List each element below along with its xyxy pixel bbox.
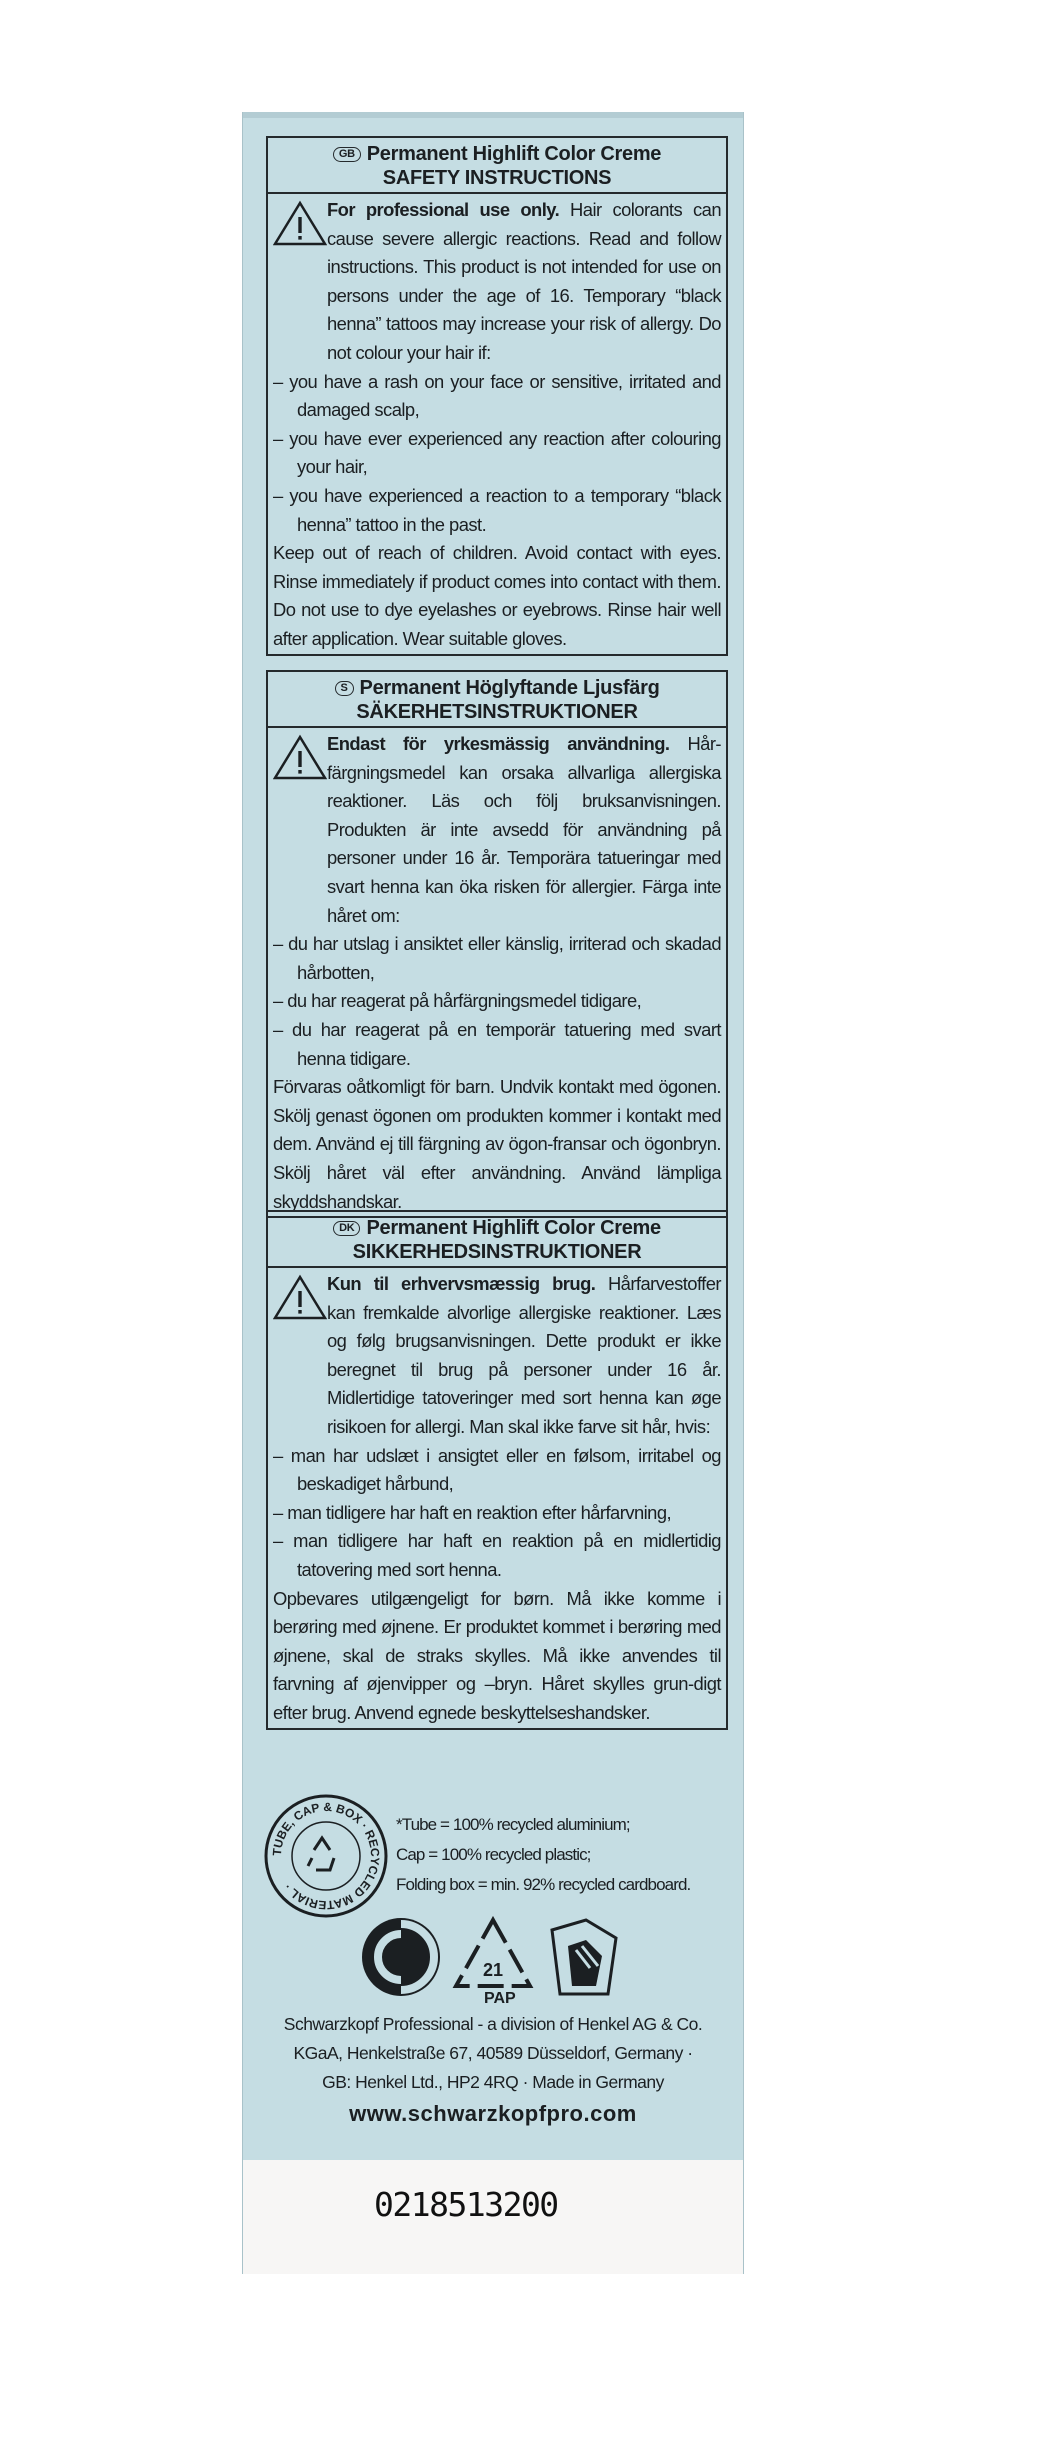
- recycled-material-info: [396, 1810, 690, 1900]
- batch-code: 0218513200: [374, 2185, 558, 2224]
- panel-s-body: [268, 728, 726, 1216]
- eco-line: *Tube = 100% recycled aluminium;: [396, 1815, 630, 1834]
- s-warning-bold: Endast för yrkesmässig användning.: [327, 733, 670, 754]
- s-bullet: – du har reagerat på hårfärgningsmedel tidigare,: [273, 990, 642, 1012]
- website-url: www.schwarzkopfpro.com: [349, 2101, 637, 2126]
- manufacturer-info: [243, 2010, 743, 2128]
- panel-s: [266, 670, 728, 1218]
- dk-bullet: – man tidligere har haft en reaktion efter hårfarvning,: [273, 1501, 672, 1523]
- recycled-material-seal-icon: [262, 1792, 390, 1920]
- dk-warning-bold: Kun til erhvervsmæssig brug.: [327, 1273, 596, 1294]
- language-badge-dk: DK: [333, 1221, 360, 1236]
- panel-dk-title: Permanent Highlift Color Creme: [366, 1217, 661, 1239]
- eco-line: Cap = 100% recycled plastic;: [396, 1845, 591, 1864]
- s-bullet: – du har utslag i ansiktet eller känslig, irriterad och skadad hårbotten,: [273, 933, 721, 983]
- language-badge-s: S: [335, 681, 354, 696]
- panel-s-title: Permanent Höglyftande Ljusfärg: [359, 677, 660, 699]
- warning-triangle-icon: [273, 734, 327, 780]
- recycle-number: 21: [482, 1960, 504, 1980]
- footer-line: KGaA, Henkelstraße 67, 40589 Düsseldorf, Germany ·: [293, 2043, 693, 2063]
- s-bullet: – du har reagerat på en temporär tatuering med svart henna tidigare.: [273, 1018, 721, 1069]
- gb-bullet: – you have a rash on your face or sensitive, irritated and damaged scalp,: [273, 370, 721, 421]
- box-top-edge: [243, 112, 743, 118]
- dk-intro: Hårfarvestoffer kan fremkalde alvorlige allergiske reaktioner. Læs og følg brugsanvisningen. Dette produkt er ikke beregnet til brug på personer under 16 år. Midlertidige tatoveringer med sort henna kan øge risikoen for allergi. Man skal ikke farve sit hår, hvis:: [327, 1273, 721, 1437]
- footer-line: GB: Henkel Ltd., HP2 4RQ · Made in Germany: [322, 2072, 664, 2092]
- trash-bin-icon: [546, 1916, 622, 2000]
- s-intro: Hår-färgningsmedel kan orsaka allvarliga allergiska reaktioner. Läs och följ bruksanvisningen. Produkten är inte avsedd för användning på personer under 16 år. Temporära tatueringar med svart henna kan öka risken för allergier. Färga inte håret om:: [327, 733, 721, 926]
- panel-gb-subtitle: SAFETY INSTRUCTIONS: [382, 167, 612, 189]
- dk-outro: Opbevares utilgængeligt for børn. Må ikke komme i berøring med øjnene. Er produktet kommet i berøring med øjnene, skal de straks skylles. Må ikke anvendes til farvning af øjenvipper og –bryn. Håret skylles grun-digt efter brug. Anvend egnede beskyttelseshandsker.: [273, 1587, 721, 1723]
- gb-warning-bold: For professional use only.: [327, 199, 560, 220]
- gb-outro: Keep out of reach of children. Avoid contact with eyes. Rinse immediately if product comes into contact with them. Do not use to dye eyelashes or eyebrows. Rinse hair well after application. Wear suitable gloves.: [273, 542, 721, 649]
- panel-gb-header: [268, 138, 726, 194]
- svg-text:TUBE, CAP & BOX · RECYCLED MAT: [270, 1800, 382, 1912]
- language-badge-gb: GB: [333, 147, 361, 162]
- warning-triangle-icon: [273, 1274, 327, 1320]
- panel-s-subtitle: SÄKERHETSINSTRUKTIONER: [356, 701, 638, 723]
- panel-dk: [266, 1210, 728, 1730]
- panel-s-header: [268, 672, 726, 728]
- recycle-code: PAP: [484, 1990, 516, 2007]
- s-outro: Förvaras oåtkomligt för barn. Undvik kontakt med ögonen. Skölj genast ögonen om produkten kommer i kontakt med dem. Använd ej till färgning av ögon-fransar och ögonbryn. Skölj håret väl efter användning. Använd lämpliga skyddshandskar.: [273, 1076, 721, 1212]
- warning-triangle-icon: [273, 200, 327, 246]
- dk-bullet: – man tidligere har haft en reaktion på en midlertidig tatovering med sort henna.: [273, 1530, 721, 1580]
- panel-gb-title: Permanent Highlift Color Creme: [366, 143, 662, 165]
- panel-dk-body: [268, 1268, 726, 1728]
- gb-bullet: – you have ever experienced any reaction after colouring your hair,: [273, 427, 721, 478]
- panel-gb-body: [268, 194, 726, 654]
- gb-intro: Hair colorants can cause severe allergic reactions. Read and follow instructions. This product is not intended for use on persons under the age of 16. Temporary “black henna” tattoos may increase your risk of allergy. Do not colour your hair if:: [327, 199, 721, 363]
- panel-dk-subtitle: SIKKERHEDSINSTRUKTIONER: [352, 1241, 642, 1263]
- gb-bullet: – you have experienced a reaction to a temporary “black henna” tattoo in the past.: [273, 484, 721, 535]
- panel-gb: [266, 136, 728, 656]
- green-dot-icon: [360, 1916, 442, 1998]
- dk-bullet: – man har udslæt i ansigtet eller en følsom, irritabel og beskadiget hårbund,: [273, 1444, 721, 1495]
- panel-dk-header: [268, 1212, 726, 1268]
- eco-line: Folding box = min. 92% recycled cardboard.: [396, 1875, 691, 1894]
- recycling-triangle-icon: [452, 1916, 534, 1992]
- footer-line: Schwarzkopf Professional - a division of Henkel AG & Co.: [283, 2014, 703, 2034]
- seal-ring-text: TUBE, CAP & BOX · RECYCLED MATERIAL ·: [269, 1799, 383, 1913]
